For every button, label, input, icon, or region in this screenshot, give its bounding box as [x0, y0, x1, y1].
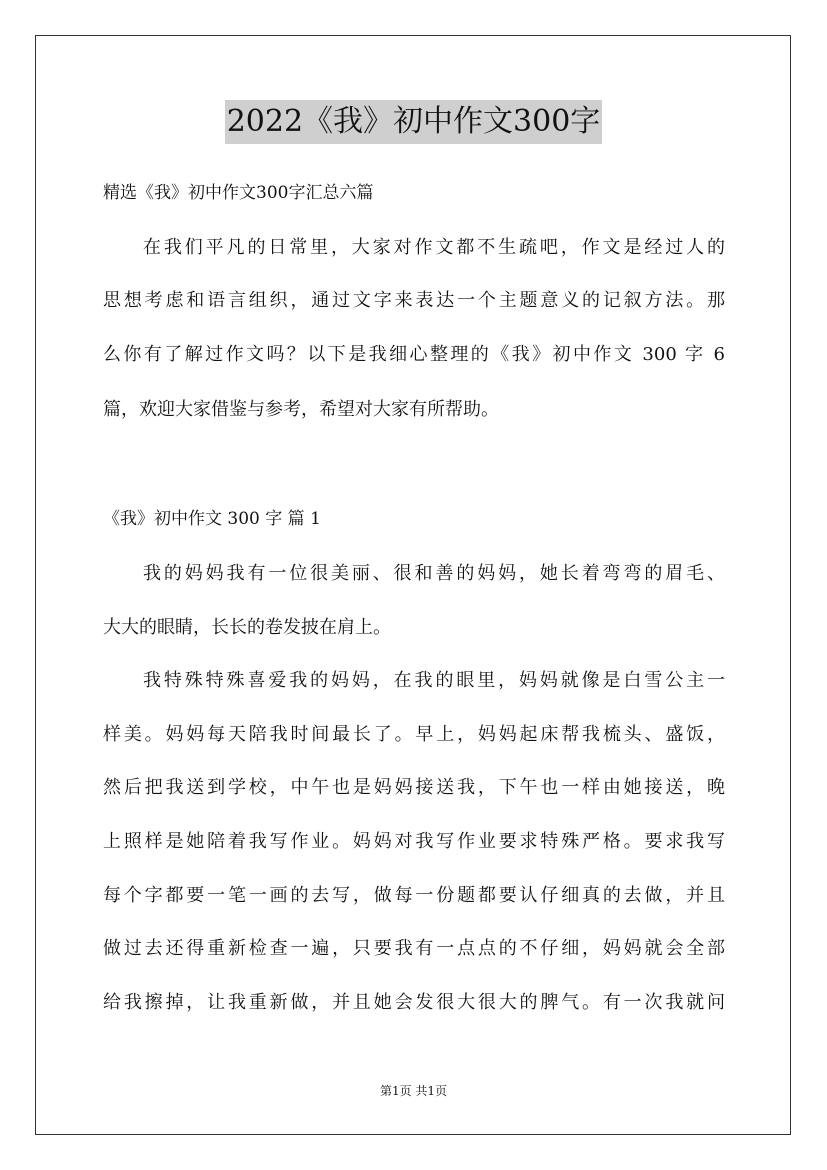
document-subtitle: 精选《我》初中作文300字汇总六篇: [103, 183, 374, 203]
intro-line: 思想考虑和语言组织，通过文字来表达一个主题意义的记叙方法。那: [103, 290, 725, 311]
intro-line: 篇，欢迎大家借鉴与参考，希望对大家有所帮助。: [103, 399, 499, 420]
paragraph-line: 做过去还得重新检查一遍，只要我有一点点的不仔细，妈妈就会全部: [103, 938, 725, 959]
section-title: 《我》初中作文 300 字 篇 1: [103, 509, 321, 529]
paragraph-line: 我特殊特殊喜爱我的妈妈，在我的眼里，妈妈就像是白雪公主一: [143, 670, 725, 691]
page-footer: 第1页 共1页: [379, 1084, 448, 1098]
paragraph-line: 上照样是她陪着我写作业。妈妈对我写作业要求特殊严格。要求我写: [103, 831, 725, 852]
document-title: 2022《我》初中作文300字: [225, 100, 603, 144]
paragraph-line: 我的妈妈我有一位很美丽、很和善的妈妈，她长着弯弯的眉毛、: [143, 563, 725, 584]
intro-line: 么你有了解过作文吗？以下是我细心整理的《我》初中作文 300 字 6: [103, 344, 725, 365]
paragraph-line: 然后把我送到学校，中午也是妈妈接送我，下午也一样由她接送，晚: [103, 777, 725, 798]
paragraph-line: 大大的眼睛，长长的卷发披在肩上。: [103, 617, 391, 638]
intro-line: 在我们平凡的日常里，大家对作文都不生疏吧，作文是经过人的: [143, 237, 725, 258]
title-container: [0, 100, 827, 144]
paragraph-line: 给我擦掉，让我重新做，并且她会发很大很大的脾气。有一次我就问: [103, 992, 725, 1013]
paragraph-line: 样美。妈妈每天陪我时间最长了。早上，妈妈起床帮我梳头、盛饭，: [103, 724, 725, 745]
paragraph-line: 每个字都要一笔一画的去写，做每一份题都要认仔细真的去做，并且: [103, 885, 725, 906]
